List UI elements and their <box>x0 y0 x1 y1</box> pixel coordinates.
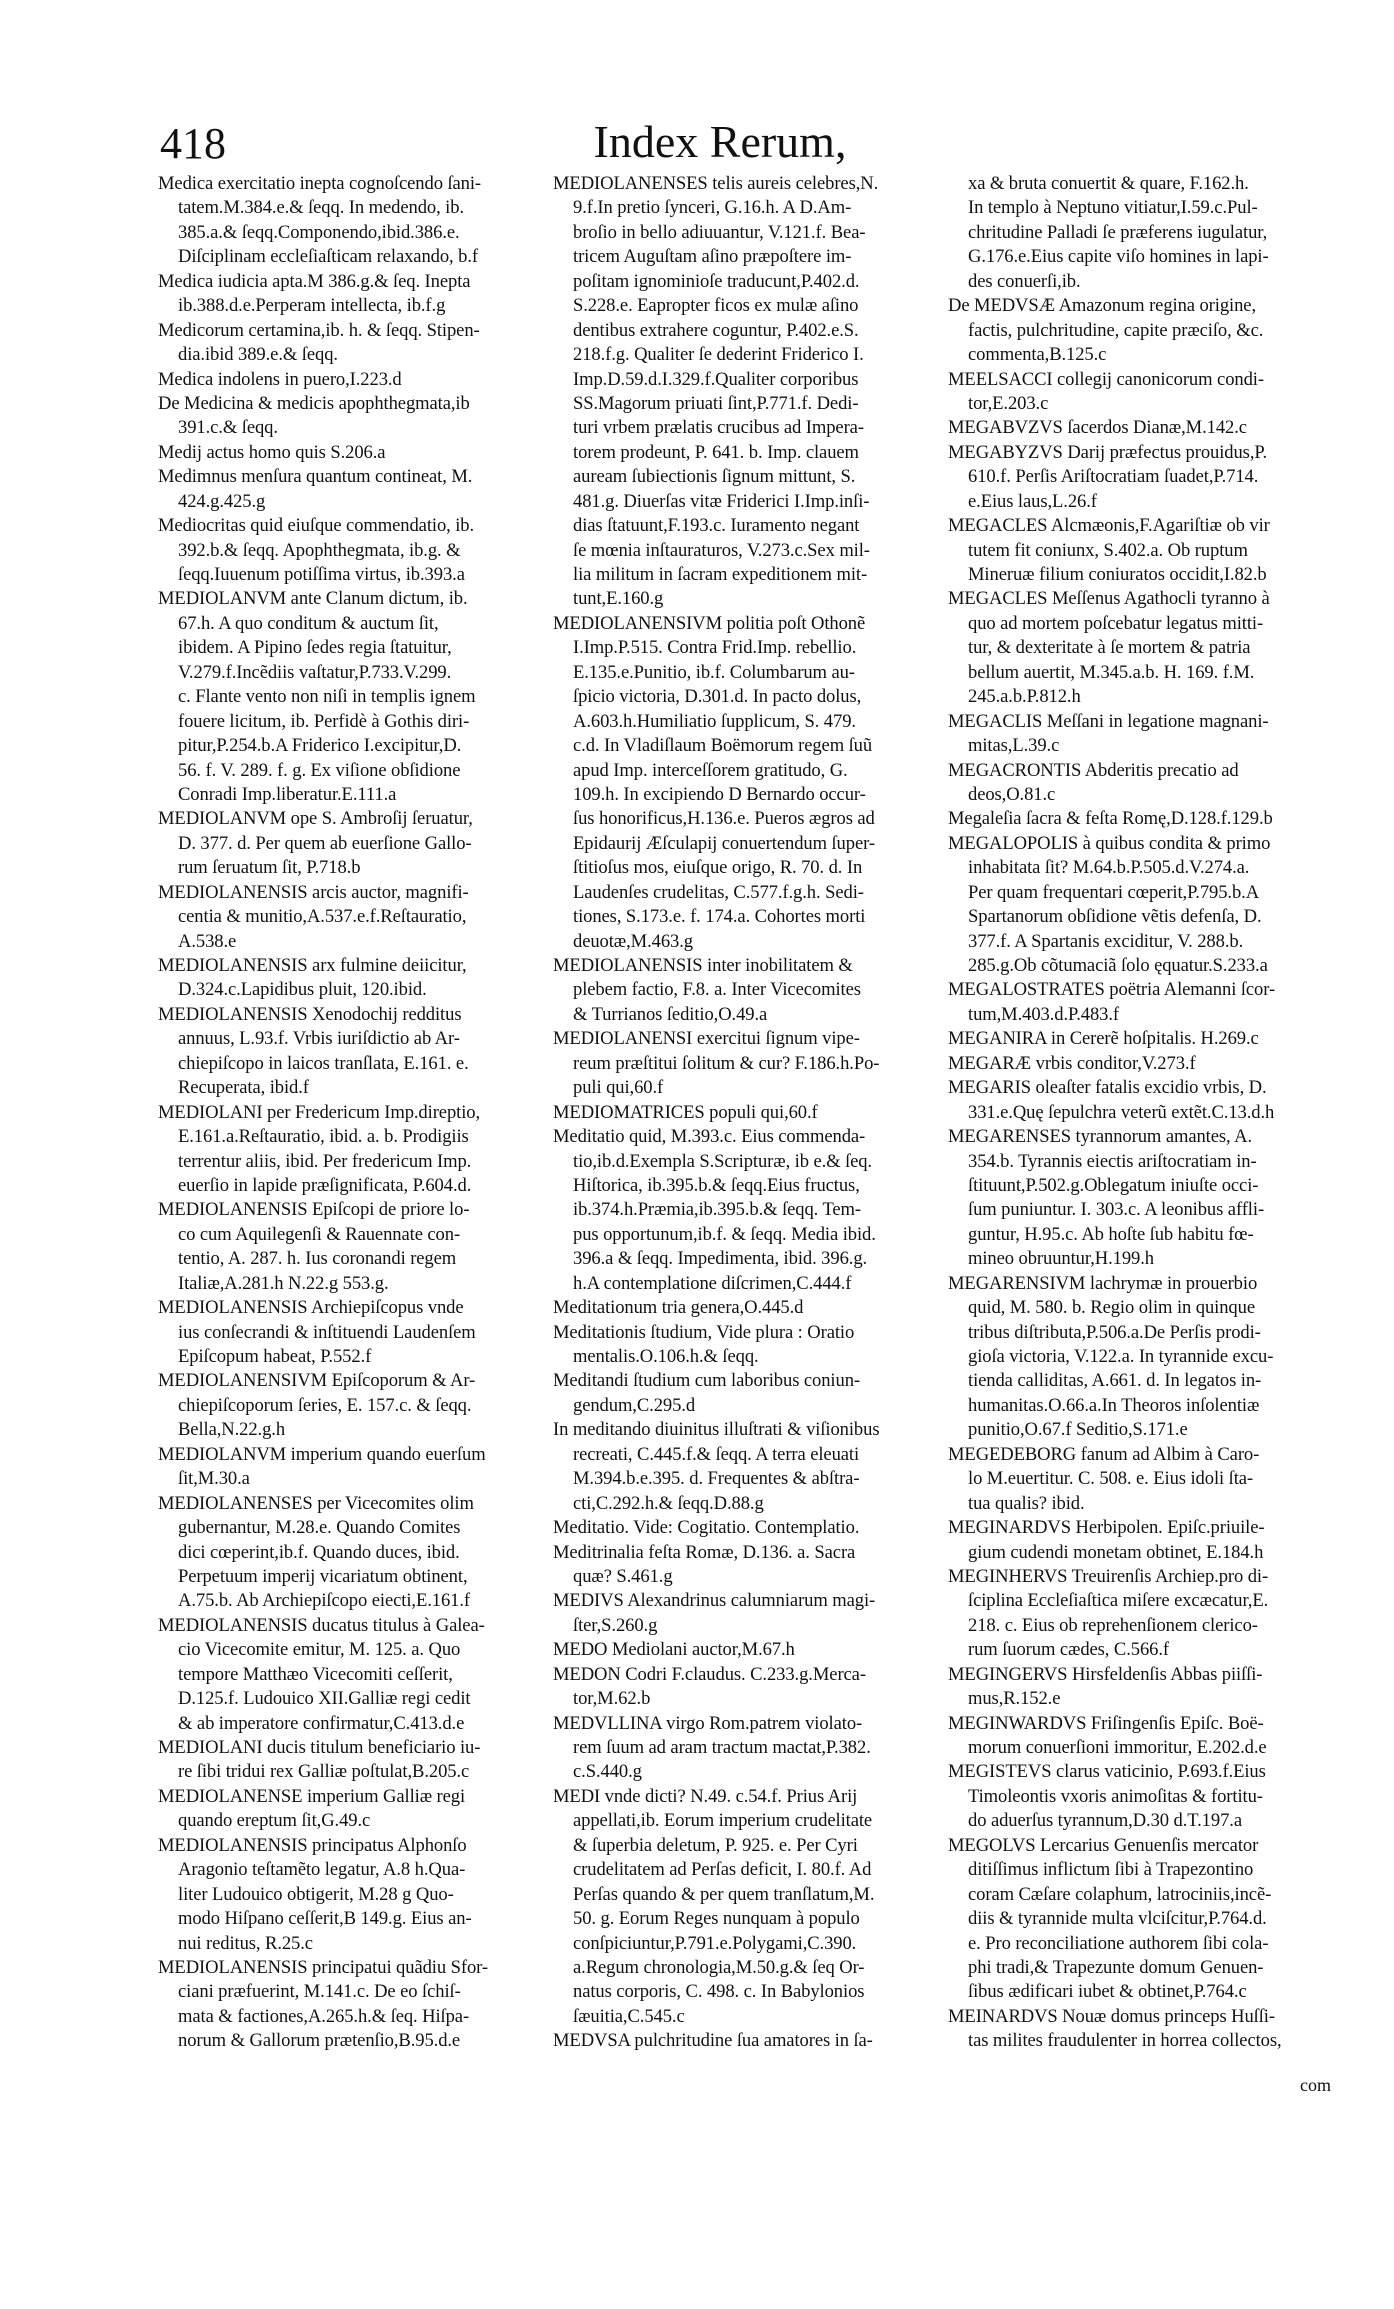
index-entry-headline: MEGARENSES tyrannorum amantes, A. <box>948 1126 1252 1148</box>
index-entry-continuation: modo Hiſpano ceſſerit,B 149.g. Eius an- <box>178 1908 472 1930</box>
index-entry-headline: MEDVSA pulchritudine ſua amatores in ſa- <box>553 2030 873 2052</box>
index-column-left <box>158 172 550 2054</box>
index-entry-headline: De Medicina & medicis apophthegmata,ib <box>158 392 470 414</box>
index-entry-continuation: factis, pulchritudine, capite præciſo, &c. <box>968 319 1264 341</box>
index-entry-continuation: Per quam frequentari cœperit,P.795.b.A <box>968 881 1260 903</box>
index-column-middle <box>553 172 945 2054</box>
index-entry-headline: MEDIOLANVM imperium quando euerſum <box>158 1443 486 1465</box>
index-entry-continuation: chiepiſcopo in laicos tranſlata, E.161. e. <box>178 1052 469 1074</box>
index-entry-continuation: tricem Auguſtam aſino præpoſtere im- <box>573 246 852 268</box>
index-entry-continuation: S.228.e. Eapropter ficos ex mulæ aſino <box>573 295 859 317</box>
index-entry-headline: Meditationum tria genera,O.445.d <box>553 1297 804 1319</box>
index-entry-continuation: cio Vicecomite emitur, M. 125. a. Quo <box>178 1639 461 1661</box>
index-entry-headline: MEDIOLANI per Fredericum Imp.direptio, <box>158 1101 481 1123</box>
index-entry-continuation: chritudine Palladi ſe præferens iugulatur, <box>968 221 1268 243</box>
index-entry-continuation: & Turrianos ſeditio,O.49.a <box>573 1003 768 1025</box>
index-entry-continuation: Diſciplinam eccleſiaſticam relaxando, b.f <box>178 246 478 268</box>
index-entry-headline: MEDI vnde dicti? N.49. c.54.f. Prius Arij <box>553 1785 858 1807</box>
index-entry-continuation: ſibus ædificari iubet & obtinet,P.764.c <box>968 1981 1247 2003</box>
index-entry-continuation: M.394.b.e.395. d. Frequentes & abſtra- <box>573 1468 860 1490</box>
index-entry-headline: Medica indolens in puero,I.223.d <box>158 368 402 390</box>
index-entry-continuation: tur, & dexteritate à ſe mortem & patria <box>968 637 1251 659</box>
index-entry-continuation: broſio in bello adiuuantur, V.121.f. Bea- <box>573 221 866 243</box>
index-entry-continuation: E.135.e.Punitio, ib.f. Columbarum au- <box>573 661 855 683</box>
index-entry-continuation: 396.a & ſeqq. Impedimenta, ibid. 396.g. <box>573 1248 868 1270</box>
index-entry-headline: MEGACLES Alcmæonis,F.Agariſtiæ ob vir <box>948 515 1270 537</box>
index-entry-headline: MEELSACCI collegij canonicorum condi- <box>948 368 1264 390</box>
index-entry-continuation: 56. f. V. 289. f. g. Ex viſione obſidione <box>178 759 461 781</box>
index-entry-continuation: ſpicio victoria, D.301.d. In pacto dolus, <box>573 686 862 708</box>
index-entry-continuation: fouere licitum, ib. Perfidè à Gothis diri- <box>178 710 470 732</box>
index-entry-continuation: 109.h. In excipiendo D Bernardo occur- <box>573 783 866 805</box>
index-entry-continuation: Perſas quando & per quem tranſlatum,M. <box>573 1883 875 1905</box>
index-entry-continuation: Epidaurij Æſculapij conuertendum ſuper- <box>573 832 875 854</box>
index-entry-continuation: ciani præfuerint, M.141.c. De eo ſchiſ- <box>178 1981 461 2003</box>
index-entry-continuation: ius conſecrandi & inſtituendi Laudenſem <box>178 1321 476 1343</box>
index-entry-continuation: natus corporis, C. 498. c. In Babylonios <box>573 1981 865 2003</box>
index-entry-continuation: a.Regum chronologia,M.50.g.& ſeq Or- <box>573 1956 865 1978</box>
index-entry-continuation: 377.f. A Spartanis exciditur, V. 288.b. <box>968 930 1244 952</box>
index-entry-headline: MEINARDVS Nouæ domus princeps Huſſi- <box>948 2005 1275 2027</box>
index-entry-continuation: ſæuitia,C.545.c <box>573 2005 685 2027</box>
index-entry-continuation: quo ad mortem poſcebatur legatus mitti- <box>968 612 1264 634</box>
index-entry-headline: MEGANIRA in Cererẽ hoſpitalis. H.269.c <box>948 1028 1259 1050</box>
index-entry-headline: MEGOLVS Lercarius Genuenſis mercator <box>948 1834 1259 1856</box>
index-entry-headline: MEGACRONTIS Abderitis precatio ad <box>948 759 1239 781</box>
index-entry-headline: MEGINGERVS Hirsfeldenſis Abbas piiſſi- <box>948 1663 1263 1685</box>
index-entry-headline: Medij actus homo quis S.206.a <box>158 441 386 463</box>
index-entry-continuation: Spartanorum obſidione vẽtis defenſa, D. <box>968 906 1262 928</box>
index-entry-continuation: SS.Magorum priuati ſint,P.771.f. Dedi- <box>573 392 859 414</box>
index-entry-continuation: tas milites fraudulenter in horrea collectos, <box>968 2030 1282 2052</box>
index-entry-continuation: quæ? S.461.g <box>573 1565 673 1587</box>
index-entry-headline: In meditando diuinitus illuſtrati & viſionibus <box>553 1419 880 1441</box>
index-entry-continuation: Timoleontis vxoris animoſitas & fortitu- <box>968 1785 1263 1807</box>
index-entry-continuation: Hiſtorica, ib.395.b.& ſeqq.Eius fructus, <box>573 1174 860 1196</box>
index-entry-continuation: appellati,ib. Eorum imperium crudelitate <box>573 1810 873 1832</box>
index-entry-continuation: ſe mœnia inſtauraturos, V.273.c.Sex mil- <box>573 539 870 561</box>
index-entry-headline: MEDIOLANENSIVM politia poſt Othonẽ <box>553 612 866 634</box>
index-entry-continuation: lo M.euertitur. C. 508. e. Eius idoli ſta- <box>968 1468 1254 1490</box>
index-entry-continuation: commenta,B.125.c <box>968 344 1107 366</box>
index-entry-continuation: tunt,E.160.g <box>573 588 664 610</box>
index-entry-continuation: E.161.a.Reſtauratio, ibid. a. b. Prodigiis <box>178 1126 469 1148</box>
index-entry-continuation: ditiſſimus inflictum ſibi à Trapezontino <box>968 1859 1254 1881</box>
index-entry-headline: MEGALOSTRATES poëtria Alemanni ſcor- <box>948 979 1276 1001</box>
index-entry-continuation: A.538.e <box>178 930 237 952</box>
index-entry-continuation: 392.b.& ſeqq. Apophthegmata, ib.g. & <box>178 539 461 561</box>
index-entry-continuation: 354.b. Tyrannis eiectis ariſtocratiam in- <box>968 1150 1257 1172</box>
index-entry-continuation: puli qui,60.f <box>573 1077 664 1099</box>
catchword: com <box>1300 2075 1331 2095</box>
index-entry-continuation: ſciplina Eccleſiaſtica miſere excæcatur,E. <box>968 1590 1269 1612</box>
index-entry-continuation: chiepiſcoporum ſeries, E. 157.c. & ſeqq. <box>178 1394 472 1416</box>
index-entry-headline: MEDIOLANENSIS ducatus titulus à Galea- <box>158 1614 485 1636</box>
index-entry-continuation: annuus, L.93.f. Vrbis iuriſdictio ab Ar- <box>178 1028 460 1050</box>
index-entry-continuation: e. Pro reconciliatione authorem ſibi cola- <box>968 1932 1269 1954</box>
index-entry-continuation: Perpetuum imperij vicariatum obtinent, <box>178 1565 468 1587</box>
index-entry-continuation: mitas,L.39.c <box>968 735 1060 757</box>
index-entry-headline: MEGINARDVS Herbipolen. Epiſc.priuile- <box>948 1517 1265 1539</box>
index-entry-continuation: gubernantur, M.28.e. Quando Comites <box>178 1517 461 1539</box>
index-entry-continuation: dentibus extrahere coguntur, P.402.e.S. <box>573 319 859 341</box>
index-entry-headline: MEDIOLANENSE imperium Galliæ regi <box>158 1785 466 1807</box>
index-entry-continuation: phi tradi,& Trapezunte domum Genuen- <box>968 1956 1264 1978</box>
index-entry-headline: MEGARENSIVM lachrymæ in prouerbio <box>948 1272 1258 1294</box>
index-entry-headline: MEDIOLANVM ante Clanum dictum, ib. <box>158 588 468 610</box>
index-entry-headline: MEDIOLANVM ope S. Ambroſij ſeruatur, <box>158 808 473 830</box>
page-number: 418 <box>160 119 226 168</box>
index-entry-headline: Meditationis ſtudium, Vide plura : Oratio <box>553 1321 855 1343</box>
index-entry-continuation: tua qualis? ibid. <box>968 1492 1085 1514</box>
index-entry-continuation: mata & factiones,A.265.h.& ſeq. Hiſpa- <box>178 2005 470 2027</box>
index-entry-continuation: mentalis.O.106.h.& ſeqq. <box>573 1346 759 1367</box>
index-entry-continuation: auream ſubiectionis ſignum mittunt, S. <box>573 466 856 488</box>
index-entry-continuation: plebem factio, F.8. a. Inter Vicecomites <box>573 979 861 1001</box>
index-entry-headline: MEDIOLANENSIS arx fulmine deiicitur, <box>158 955 467 976</box>
index-entry-continuation: 50. g. Eorum Reges nunquam à populo <box>573 1908 860 1930</box>
index-entry-continuation: 391.c.& ſeqq. <box>178 417 278 439</box>
index-entry-continuation: nui reditus, R.25.c <box>178 1932 313 1954</box>
index-entry-headline: MEDIOLANENSES telis aureis celebres,N. <box>553 173 879 194</box>
index-entry-headline: Megaleſia ſacra & feſta Romę,D.128.f.129.b <box>948 808 1273 830</box>
index-entry-continuation: 481.g. Diuerſas vitæ Friderici I.Imp.inſi- <box>573 490 870 512</box>
index-entry-continuation: c. Flante vento non niſi in templis ignem <box>178 686 476 708</box>
index-entry-continuation: inhabitata ſit? M.64.b.P.505.d.V.274.a. <box>968 857 1250 879</box>
index-entry-continuation: gioſa victoria, V.122.a. In tyrannide excu- <box>968 1346 1274 1367</box>
index-entry-continuation: Recuperata, ibid.f <box>178 1077 309 1099</box>
index-entry-continuation: euerſio in lapide præſignificata, P.604.d. <box>178 1174 472 1196</box>
index-entry-continuation: tienda calliditas, A.661. d. In legatos in- <box>968 1370 1262 1392</box>
index-entry-continuation: ſtitioſus mos, eiuſque origo, R. 70. d. In <box>573 857 863 879</box>
index-entry-headline: MEGABYZVS Darij præfectus prouidus,P. <box>948 441 1268 463</box>
index-entry-headline: Medica exercitatio inepta cognoſcendo ſani- <box>158 173 482 194</box>
index-entry-headline: Medica iudicia apta.M 386.g.& ſeq. Inepta <box>158 270 471 292</box>
index-entry-headline: MEDIOLANENSIS Epiſcopi de priore lo- <box>158 1199 470 1221</box>
index-entry-headline: Meditatio quid, M.393.c. Eius commenda- <box>553 1126 866 1148</box>
index-entry-continuation: dias ſtatuunt,F.193.c. Iuramento negant <box>573 515 860 537</box>
index-entry-continuation: e.Eius laus,L.26.f <box>968 490 1097 512</box>
index-entry-continuation: mineo obruuntur,H.199.h <box>968 1248 1154 1270</box>
index-entry-continuation: mus,R.152.e <box>968 1688 1061 1710</box>
index-entry-continuation: Conradi Imp.liberatur.E.111.a <box>178 783 397 805</box>
index-entry-continuation: conſpiciuntur,P.791.e.Polygami,C.390. <box>573 1932 857 1954</box>
index-entry-continuation: & ſuperbia deletum, P. 925. e. Per Cyri <box>573 1834 858 1856</box>
index-entry-continuation: tutem fit coniunx, S.402.a. Ob ruptum <box>968 539 1248 561</box>
index-entry-continuation: rem ſuum ad aram tractum mactat,P.382. <box>573 1737 871 1758</box>
index-entry-continuation: D. 377. d. Per quem ab euerſione Gallo- <box>178 832 472 854</box>
index-entry-continuation: terrentur aliis, ibid. Per fredericum Imp. <box>178 1150 472 1172</box>
index-entry-headline: MEDIOMATRICES populi qui,60.f <box>553 1101 818 1123</box>
index-entry-continuation: tio,ib.d.Exempla S.Scripturæ, ib e.& ſeq. <box>573 1150 873 1172</box>
index-entry-continuation: ib.388.d.e.Perperam intellecta, ib.f.g <box>178 295 446 317</box>
index-entry-continuation: Italiæ,A.281.h N.22.g 553.g. <box>178 1272 389 1294</box>
index-entry-continuation: c.d. In Vladiſlaum Boëmorum regem ſuũ <box>573 735 873 757</box>
index-entry-headline: MEGABVZVS ſacerdos Dianæ,M.142.c <box>948 417 1247 439</box>
running-title: Index Rerum, <box>593 116 847 167</box>
index-entry-continuation: gendum,C.295.d <box>573 1394 696 1416</box>
index-entry-continuation: Laudenſes crudelitas, C.577.f.g.h. Sedi- <box>573 881 864 903</box>
index-entry-continuation: des conuerſi,ib. <box>968 270 1081 292</box>
index-entry-headline: MEDIOLANENSIVM Epiſcoporum & Ar- <box>158 1370 476 1392</box>
index-entry-headline: MEDIOLANENSES per Vicecomites olim <box>158 1492 474 1514</box>
index-entry-headline: Meditrinalia feſta Romæ, D.136. a. Sacra <box>553 1541 856 1563</box>
index-entry-continuation: tum,M.403.d.P.483.f <box>968 1003 1119 1025</box>
index-entry-continuation: dici cœperint,ib.f. Quando duces, ibid. <box>178 1541 460 1563</box>
index-entry-continuation: V.279.f.Incẽdiis vaſtatur,P.733.V.299. <box>178 661 452 683</box>
index-entry-continuation: quando ereptum ſit,G.49.c <box>178 1810 371 1832</box>
index-entry-continuation: deuotæ,M.463.g <box>573 930 693 952</box>
index-entry-continuation: liter Ludouico obtigerit, M.28 g Quo- <box>178 1883 454 1905</box>
index-entry-headline: Medimnus menſura quantum contineat, M. <box>158 466 473 488</box>
index-entry-headline: MEDIOLANENSIS principatus Alphonſo <box>158 1834 467 1856</box>
index-entry-continuation: humanitas.O.66.a.In Theoros inſolentiæ <box>968 1394 1260 1416</box>
index-entry-continuation: tentio, A. 287. h. Ius coronandi regem <box>178 1248 457 1270</box>
index-entry-continuation: 610.f. Perſis Ariſtocratiam ſuadet,P.714. <box>968 466 1259 488</box>
index-entry-headline: MEDON Codri F.claudus. C.233.g.Merca- <box>553 1663 866 1685</box>
index-entry-continuation: apud Imp. interceſſorem gratitudo, G. <box>573 759 848 781</box>
index-column-right <box>948 172 1340 2054</box>
index-entry-continuation: ſum puniuntur. I. 303.c. A leonibus affli- <box>968 1199 1265 1221</box>
index-entry-continuation: In templo à Neptuno vitiatur,I.59.c.Pul- <box>968 197 1258 219</box>
index-entry-continuation: 424.g.425.g <box>178 490 266 512</box>
index-entry-continuation: ibidem. A Pipino ſedes regia ſtatuitur, <box>178 637 452 659</box>
index-entry-continuation: c.S.440.g <box>573 1761 642 1783</box>
index-entry-continuation: D.125.f. Ludouico XII.Galliæ regi cedit <box>178 1688 471 1710</box>
index-entry-headline: MEDIVS Alexandrinus calumniarum magi- <box>553 1590 876 1612</box>
index-entry-headline: MEGARIS oleaſter fatalis excidio vrbis, D. <box>948 1077 1267 1099</box>
index-entry-continuation: diis & tyrannide multa vlciſcitur,P.764.d. <box>968 1908 1267 1930</box>
index-entry-continuation: A.75.b. Ab Archiepiſcopo eiecti,E.161.f <box>178 1590 470 1612</box>
index-entry-headline: MEGINHERVS Treuirenſis Archiep.pro di- <box>948 1565 1269 1587</box>
index-entry-continuation: ſter,S.260.g <box>573 1614 658 1636</box>
index-entry-continuation: crudelitatem ad Perſas deficit, I. 80.f. Ad <box>573 1859 872 1881</box>
index-entry-continuation: ib.374.h.Præmia,ib.395.b.& ſeqq. Tem- <box>573 1199 862 1221</box>
index-entry-continuation: 9.f.In pretio ſynceri, G.16.h. A D.Am- <box>573 197 852 219</box>
index-entry-headline: MEGARÆ vrbis conditor,V.273.f <box>948 1052 1196 1074</box>
index-entry-headline: Medicorum certamina,ib. h. & ſeqq. Stipen- <box>158 319 480 341</box>
index-entry-continuation: cti,C.292.h.& ſeqq.D.88.g <box>573 1492 764 1514</box>
index-entry-headline: MEGACLIS Meſſani in legatione magnani- <box>948 710 1269 732</box>
index-entry-continuation: 385.a.& ſeqq.Componendo,ibid.386.e. <box>178 221 460 243</box>
index-entry-continuation: norum & Gallorum prætenſio,B.95.d.e <box>178 2030 461 2052</box>
index-entry-continuation: reum præſtitui ſolitum & cur? F.186.h.Po- <box>573 1052 880 1074</box>
index-entry-continuation: morum conuerſioni immoritur, E.202.d.e <box>968 1737 1267 1758</box>
index-entry-continuation: punitio,O.67.f Seditio,S.171.e <box>968 1419 1188 1441</box>
index-entry-headline: MEGEDEBORG fanum ad Albim à Caro- <box>948 1443 1260 1465</box>
index-entry-headline: MEDIOLANENSI exercitui ſignum vipe- <box>553 1028 860 1050</box>
index-entry-continuation: pitur,P.254.b.A Friderico I.excipitur,D. <box>178 735 462 757</box>
index-entry-continuation: ſit,M.30.a <box>178 1468 250 1490</box>
index-entry-continuation: tribus diſtributa,P.506.a.De Perſis prodi- <box>968 1321 1261 1343</box>
index-entry-continuation: dia.ibid 389.e.& ſeqq. <box>178 344 338 366</box>
index-entry-continuation: ſeqq.Iuuenum potiſſima virtus, ib.393.a <box>178 564 465 585</box>
index-entry-continuation: pus opportunum,ib.f. & ſeqq. Media ibid. <box>573 1223 876 1245</box>
index-entry-headline: Meditatio. Vide: Cogitatio. Contemplatio. <box>553 1517 860 1539</box>
index-entry-headline: MEDIOLANENSIS Xenodochij redditus <box>158 1003 462 1025</box>
index-entry-continuation: bellum auertit, M.345.a.b. H. 169. f.M. <box>968 661 1255 683</box>
index-entry-continuation: ſtituunt,P.502.g.Oblegatum iniuſte occi- <box>968 1174 1259 1196</box>
index-entry-continuation: turi vrbem prælatis crucibus ad Impera- <box>573 417 864 439</box>
index-entry-continuation: Epiſcopum habeat, P.552.f <box>178 1346 372 1367</box>
index-entry-continuation: & ab imperatore confirmatur,C.413.d.e <box>178 1712 465 1734</box>
index-entry-headline: MEGACLES Meſſenus Agathocli tyranno à <box>948 588 1270 610</box>
index-entry-continuation: 218. c. Eius ob reprehenſionem clerico- <box>968 1614 1258 1636</box>
index-entry-continuation: co cum Aquilegenſi & Rauennate con- <box>178 1223 461 1245</box>
index-entry-headline: MEDIOLANENSIS arcis auctor, magnifi- <box>158 881 469 903</box>
index-entry-continuation: re ſibi tridui rex Galliæ poſtulat,B.205.c <box>178 1761 470 1783</box>
index-entry-headline: MEDO Mediolani auctor,M.67.h <box>553 1639 795 1661</box>
index-entry-continuation: ſus honorificus,H.136.e. Pueros ægros ad <box>573 808 875 830</box>
index-entry-continuation: gium cudendi monetam obtinet, E.184.h <box>968 1541 1264 1563</box>
index-entry-continuation: G.176.e.Eius capite viſo homines in lapi- <box>968 246 1269 268</box>
index-entry-headline: MEDIOLANENSIS inter inobilitatem & <box>553 955 853 976</box>
index-entry-continuation: do aduerſus tyrannum,D.30 d.T.197.a <box>968 1810 1242 1832</box>
index-entry-headline: Meditandi ſtudium cum laboribus coniun- <box>553 1370 860 1392</box>
index-entry-continuation: lia militum in ſacram expeditionem mit- <box>573 564 868 585</box>
index-entry-continuation: tiones, S.173.e. f. 174.a. Cohortes morti <box>573 906 866 928</box>
index-entry-headline: Mediocritas quid eiuſque commendatio, ib. <box>158 515 475 537</box>
index-entry-continuation: centia & munitio,A.537.e.f.Reſtauratio, <box>178 906 467 928</box>
index-entry-continuation: poſitam ignominioſe traducunt,P.402.d. <box>573 270 860 292</box>
index-entry-continuation: recreati, C.445.f.& ſeqq. A terra eleuati <box>573 1443 860 1465</box>
index-entry-continuation: Mineruæ filium coniuratos occidit,I.82.b <box>968 564 1267 585</box>
index-entry-continuation: D.324.c.Lapidibus pluit, 120.ibid. <box>178 979 427 1001</box>
index-entry-continuation: 331.e.Quę ſepulchra veterũ extẽt.C.13.d.h <box>968 1101 1275 1123</box>
index-entry-continuation: 218.f.g. Qualiter ſe dederint Friderico I. <box>573 344 864 366</box>
index-entry-headline: MEGALOPOLIS à quibus condita & primo <box>948 832 1271 854</box>
index-entry-continuation: I.Imp.P.515. Contra Frid.Imp. rebellio. <box>573 637 857 659</box>
index-entry-continuation: 67.h. A quo conditum & auctum ſit, <box>178 612 439 634</box>
index-entry-headline: MEGISTEVS clarus vaticinio, P.693.f.Eius <box>948 1761 1266 1783</box>
index-entry-continuation: coram Cæſare colaphum, latrociniis,incẽ- <box>968 1883 1272 1905</box>
index-entry-continuation: h.A contemplatione diſcrimen,C.444.f <box>573 1272 852 1294</box>
index-entry-continuation: xa & bruta conuertit & quare, F.162.h. <box>968 173 1249 194</box>
index-entry-continuation: tor,M.62.b <box>573 1688 651 1710</box>
index-entry-continuation: tempore Matthæo Vicecomiti ceſſerit, <box>178 1663 453 1685</box>
index-entry-continuation: tatem.M.384.e.& ſeqq. In medendo, ib. <box>178 197 464 219</box>
index-entry-headline: De MEDVSÆ Amazonum regina origine, <box>948 295 1256 317</box>
index-entry-headline: MEDVLLINA virgo Rom.patrem violato- <box>553 1712 863 1734</box>
index-entry-continuation: Bella,N.22.g.h <box>178 1419 286 1441</box>
index-entry-continuation: Aragonio teſtamẽto legatur, A.8 h.Qua- <box>178 1859 466 1881</box>
index-entry-headline: MEDIOLANENSIS principatui quãdiu Sfor- <box>158 1956 488 1978</box>
index-entry-continuation: 285.g.Ob cõtumaciã ſolo ęquatur.S.233.a <box>968 955 1268 976</box>
index-entry-continuation: rum ſeruatum ſit, P.718.b <box>178 857 361 879</box>
index-entry-continuation: rum ſuorum cædes, C.566.f <box>968 1639 1169 1661</box>
index-entry-continuation: torem prodeunt, P. 641. b. Imp. clauem <box>573 441 859 463</box>
index-entry-continuation: 245.a.b.P.812.h <box>968 686 1081 708</box>
index-entry-continuation: quid, M. 580. b. Regio olim in quinque <box>968 1297 1255 1319</box>
index-entry-continuation: deos,O.81.c <box>968 783 1056 805</box>
index-entry-continuation: guntur, H.95.c. Ab hoſte ſub habitu fœ- <box>968 1223 1254 1245</box>
index-entry-continuation: tor,E.203.c <box>968 392 1049 414</box>
index-entry-headline: MEDIOLANI ducis titulum beneficiario iu- <box>158 1737 481 1758</box>
index-entry-continuation: A.603.h.Humiliatio ſupplicum, S. 479. <box>573 710 856 732</box>
index-entry-headline: MEGINWARDVS Friſingenſis Epiſc. Boë- <box>948 1712 1264 1734</box>
index-entry-headline: MEDIOLANENSIS Archiepiſcopus vnde <box>158 1297 464 1319</box>
index-entry-continuation: Imp.D.59.d.I.329.f.Qualiter corporibus <box>573 368 859 390</box>
